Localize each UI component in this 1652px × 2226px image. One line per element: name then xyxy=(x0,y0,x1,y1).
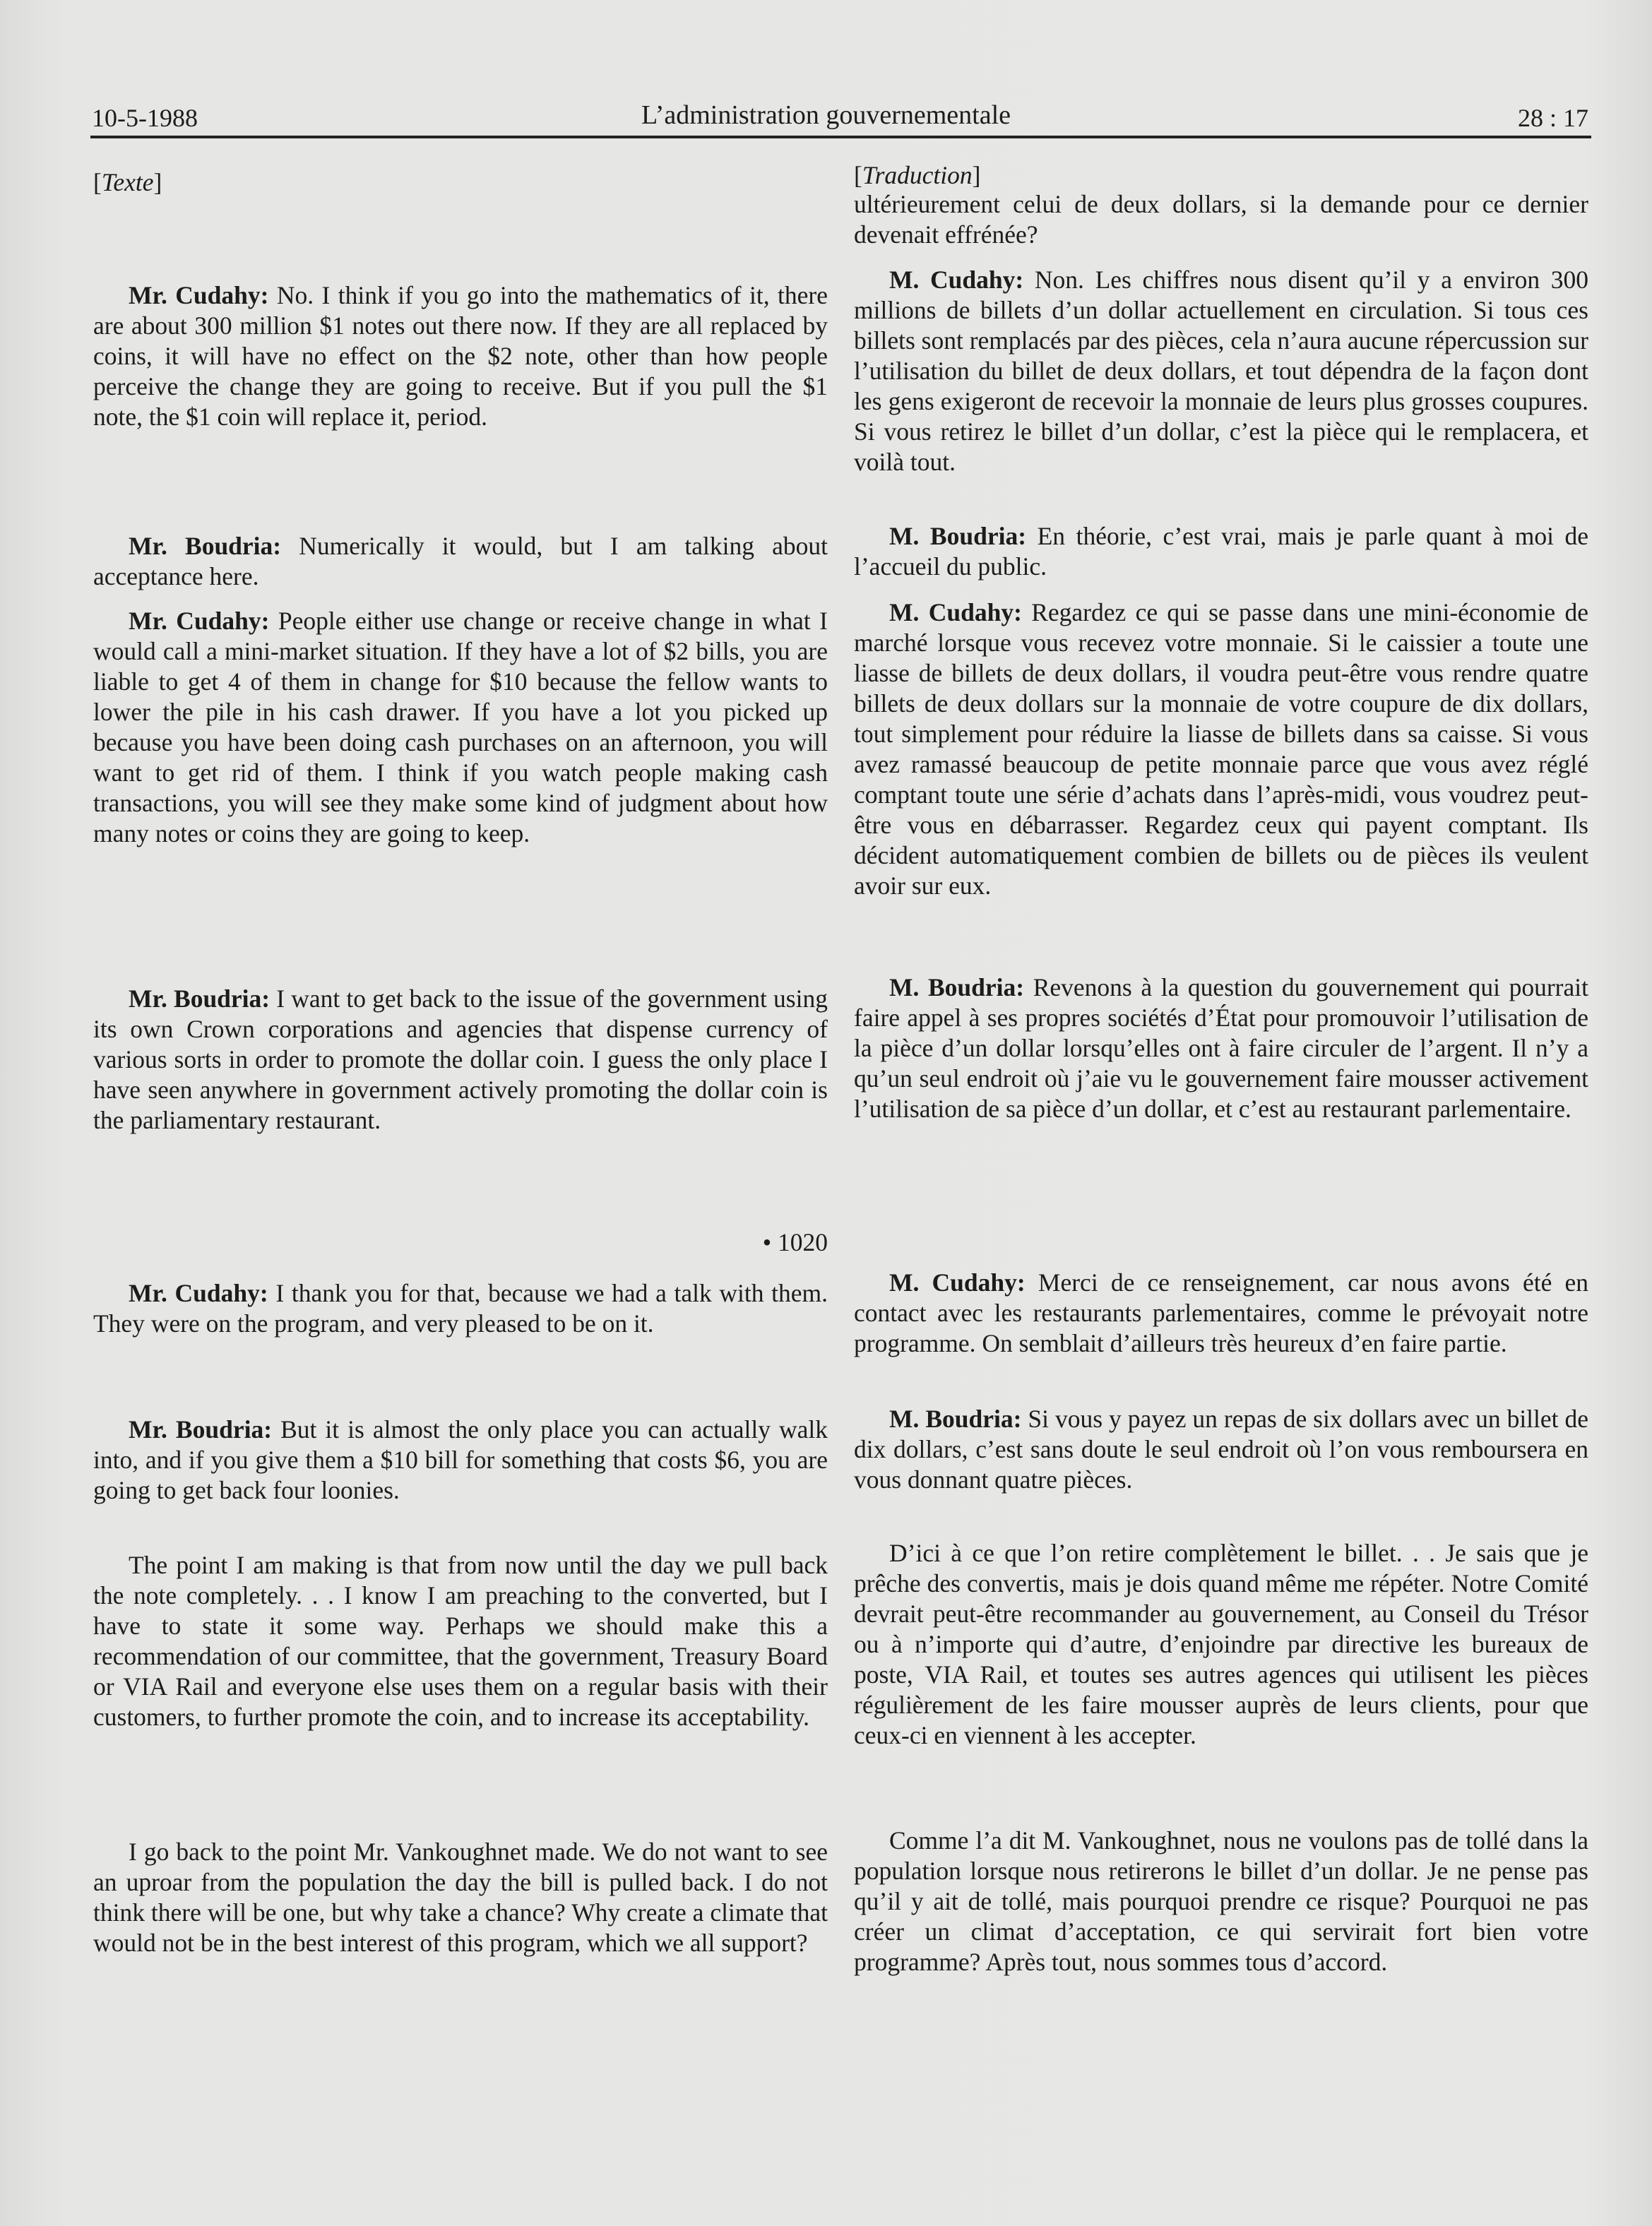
paragraph-cudahy-3: Mr. Cudahy: I thank you for that, because we had a talk with them. They were on the program, and very pleased to be on it. xyxy=(93,1279,828,1338)
paragraph-cudahy-2: Mr. Cudahy: People either use change or receive change in what I would call a mini-market situation. If they have a lot of $2 bills, you are liable to get 4 of them in change for $10 because the fellow wants to lower the pile in his cash drawer. If you have a lot you picked up because you have been doing cash purchases on an afternoon, you will want to get rid of them. I think if you watch people making cash transactions, you will see they make some kind of judgment about how many notes or coins they are going to keep. xyxy=(93,607,828,847)
speaker-name: Mr. Boudria: xyxy=(129,984,271,1013)
header-title: L’administration gouvernementale xyxy=(641,100,1011,130)
paragraph-boudria-1-fr: M. Boudria: En théorie, c’est vrai, mais je parle quant à moi de l’accueil du public. xyxy=(854,522,1588,581)
speaker-name: Mr. Cudahy: xyxy=(129,607,270,635)
paragraph-boudria-4: The point I am making is that from now until the day we pull back the note completely. . . I know I am preaching to the converted, but I have to state it some way. Perhaps we should make this a recommendation of our committee, that the government, Treasury Board or VIA Rail and everyone else uses them on a regular basis with their customers, to further promote the coin, and to increase its acceptability. xyxy=(93,1551,828,1731)
speaker-name: M. Cudahy: xyxy=(889,266,1024,294)
speaker-name: Mr. Cudahy: xyxy=(129,1279,268,1307)
french-column xyxy=(854,0,1588,2226)
paragraph-boudria-4-fr: D’ici à ce que l’on retire complètement le billet. . . Je sais que je prêche des convertis, mais je dois quand même me répéter. Notre Comité devrait peut-être recommander au gouvernement, au Conseil du Trésor ou à n’importe qui d’autre, d’enjoindre par directive les bureaux de poste, VIA Rail, et toutes ses autres agences qui utilisent les pièces régulièrement de les faire mousser auprès de leurs clients, pour que ceux-ci en viennent à les accepter. xyxy=(854,1539,1588,1749)
traduction-label: [Traduction] xyxy=(854,161,981,189)
speaker-name: Mr. Boudria: xyxy=(129,1415,273,1444)
paragraph-cudahy-1-fr: M. Cudahy: Non. Les chiffres nous disent qu’il y a environ 300 millions de billets d’un dollar actuellement en circulation. Si tous ces billets sont remplacés par des pièces, cela n’aura aucune répercussion sur l’utilisation du billet de deux dollars, et tout dépendra de la façon dont les gens exigeront de recevoir la monnaie de leurs plus grosses coupures. Si vous retirez le billet d’un dollar, c’est la pièce qui le remplacera, et voilà tout. xyxy=(854,266,1588,476)
paragraph-cudahy-2-fr: M. Cudahy: Regardez ce qui se passe dans une mini-économie de marché lorsque vous recevez votre monnaie. Si le caissier a toute une liasse de billets de deux dollars, il voudra peut-être vous rendre quatre billets de deux dollars sur la monnaie de votre coupure de dix dollars, tout simplement pour réduire la liasse de billets dans sa caisse. Si vous avez ramassé beaucoup de petite monnaie parce que vous avez réglé comptant toute une série d’achats dans l’après-midi, vous voudrez peut-être vous en débarrasser. Regardez ceux qui payent comptant. Ils décident automatiquement combien de billets ou de pièces ils veulent avoir sur eux. xyxy=(854,598,1588,900)
speaker-name: Mr. Cudahy: xyxy=(129,281,269,309)
speaker-name: Mr. Boudria: xyxy=(129,532,282,560)
header-page-number: 28 : 17 xyxy=(1517,104,1588,132)
texte-label: [Texte] xyxy=(93,168,162,196)
paragraph-cudahy-3-fr: M. Cudahy: Merci de ce renseignement, car nous avons été en contact avec les restaurants parlementaires, comme le prévoyait notre programme. On semblait d’ailleurs très heureux d’en faire partie. xyxy=(854,1268,1589,1357)
paragraph-continuation: ultérieurement celui de deux dollars, si la demande pour ce dernier devenait effrénée? xyxy=(854,190,1588,249)
paragraph-boudria-3-fr: M. Boudria: Si vous y payez un repas de six dollars avec un billet de dix dollars, c’est sans doute le seul endroit où l’on vous remboursera en vous donnant quatre pièces. xyxy=(854,1405,1588,1494)
paragraph-boudria-2: Mr. Boudria: I want to get back to the issue of the government using its own Crown corporations and agencies that dispense currency of various sorts in order to promote the dollar coin. I guess the only place I have seen anywhere in government actively promoting the dollar coin is the parliamentary restaurant. xyxy=(93,984,828,1134)
speaker-name: M. Cudahy: xyxy=(889,598,1022,626)
time-marker: • 1020 xyxy=(762,1228,828,1256)
header-date: 10-5-1988 xyxy=(92,104,198,132)
english-column xyxy=(93,0,828,2226)
paragraph-boudria-1: Mr. Boudria: Numerically it would, but I am talking about acceptance here. xyxy=(93,532,828,590)
speaker-name: M. Boudria: xyxy=(889,1405,1022,1433)
speaker-name: M. Boudria: xyxy=(889,522,1027,550)
speaker-name: M. Cudahy: xyxy=(889,1268,1026,1297)
paragraph-boudria-5: I go back to the point Mr. Vankoughnet made. We do not want to see an uproar from the population the day the bill is pulled back. I do not think there will be one, but why take a chance? Why create a climate that would not be in the best interest of this program, which we all support? xyxy=(93,1838,828,1957)
paragraph-boudria-2-fr: M. Boudria: Revenons à la question du gouvernement qui pourrait faire appel à ses propres sociétés d’État pour promouvoir l’utilisation de la pièce d’un dollar lorsqu’elles ont à faire circuler de l’argent. Il n’y a qu’un seul endroit où j’aie vu le gouvernement faire mousser activement l’utilisation de sa pièce d’un dollar, et c’est au restaurant parlementaire. xyxy=(854,973,1588,1123)
speaker-name: M. Boudria: xyxy=(889,973,1025,1001)
paragraph-boudria-3: Mr. Boudria: But it is almost the only place you can actually walk into, and if you give them a $10 bill for something that costs $6, you are going to get back four loonies. xyxy=(93,1415,828,1504)
paragraph-boudria-5-fr: Comme l’a dit M. Vankoughnet, nous ne voulons pas de tollé dans la population lorsque nous retirerons le billet d’un dollar. Je ne pense pas qu’il y ait de tollé, mais pourquoi prendre ce risque? Pourquoi ne pas créer un climat d’acceptation, ce qui servirait fort bien votre programme? Après tout, nous sommes tous d’accord. xyxy=(854,1826,1588,1976)
paragraph-cudahy-1: Mr. Cudahy: No. I think if you go into the mathematics of it, there are about 300 million $1 notes out there now. If they are all replaced by coins, it will have no effect on the $2 note, other than how people perceive the change they are going to receive. But if you pull the $1 note, the $1 coin will replace it, period. xyxy=(93,281,828,431)
